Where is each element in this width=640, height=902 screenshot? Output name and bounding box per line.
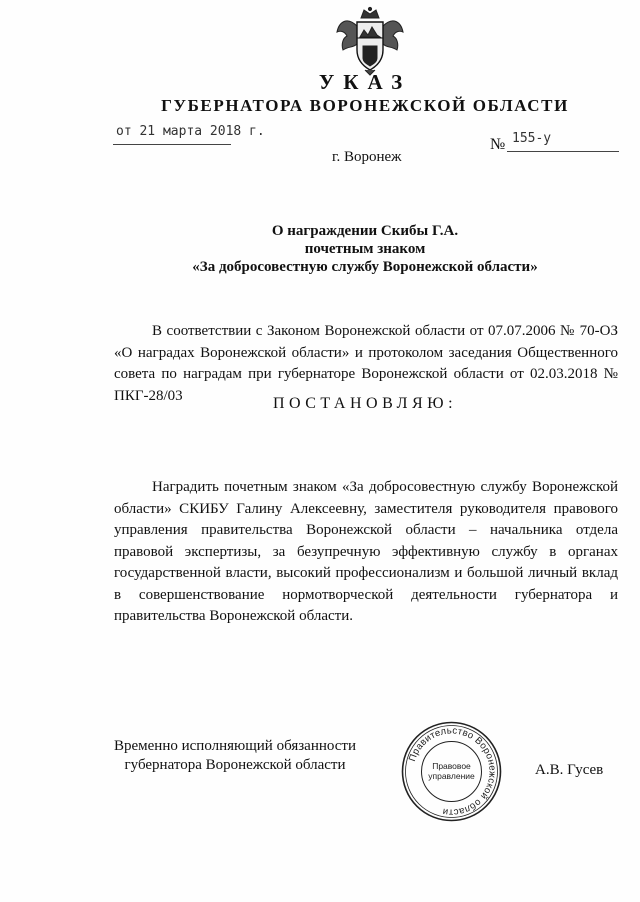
- document-date: от 21 марта 2018 г.: [116, 124, 265, 139]
- coat-of-arms-icon: [333, 6, 407, 76]
- stamp-ring-text: Правительство Воронежской области: [406, 725, 498, 818]
- signatory-position: [95, 737, 375, 775]
- number-sign: №: [490, 136, 506, 153]
- official-stamp: [400, 720, 503, 823]
- number-underline: [507, 151, 619, 152]
- decree-word: ПОСТАНОВЛЯЮ:: [272, 395, 458, 412]
- document-title: УКАЗ: [318, 70, 412, 94]
- document-number: 155-у: [512, 131, 552, 146]
- resolution-paragraph: Наградить почетным знаком «За добросовестную службу Воронежской области» СКИБУ Галину Алексеевну, заместителя руководителя правового управления правительства Воронежской области – начальника отдела правовой экспертизы, за безупречную эффективную службу в органах государственной власти, высокий профессионализм и большой личный вклад в совершенствование нормотворческой деятельности губернатора и правительства Воронежской области.: [114, 479, 618, 624]
- document-subject: [0, 222, 640, 276]
- subject-line-2: почетным знаком: [304, 241, 426, 257]
- preamble-paragraph: В соответствии с Законом Воронежской области от 07.07.2006 № 70-ОЗ «О наградах Воронежской области» и протоколом заседания Общественного совета по наградам при губернаторе Воронежской области от 02.03.2018 № ПКГ-28/03: [114, 323, 618, 404]
- position-line-2: губернатора Воронежской области: [124, 757, 346, 773]
- subject-line-1: О награждении Скибы Г.А.: [271, 223, 459, 239]
- document-city: г. Воронеж: [332, 149, 402, 165]
- subject-line-3: «За добросовестную службу Воронежской области»: [192, 259, 538, 275]
- signatory-name: А.В. Гусев: [535, 762, 604, 778]
- document-issuer: ГУБЕРНАТОРА ВОРОНЕЖСКОЙ ОБЛАСТИ: [161, 96, 569, 115]
- position-line-1: Временно исполняющий обязанности: [113, 738, 356, 754]
- stamp-center-line-1: Правовое: [432, 761, 471, 771]
- date-underline: [113, 144, 231, 145]
- stamp-center-line-2: управление: [428, 771, 475, 781]
